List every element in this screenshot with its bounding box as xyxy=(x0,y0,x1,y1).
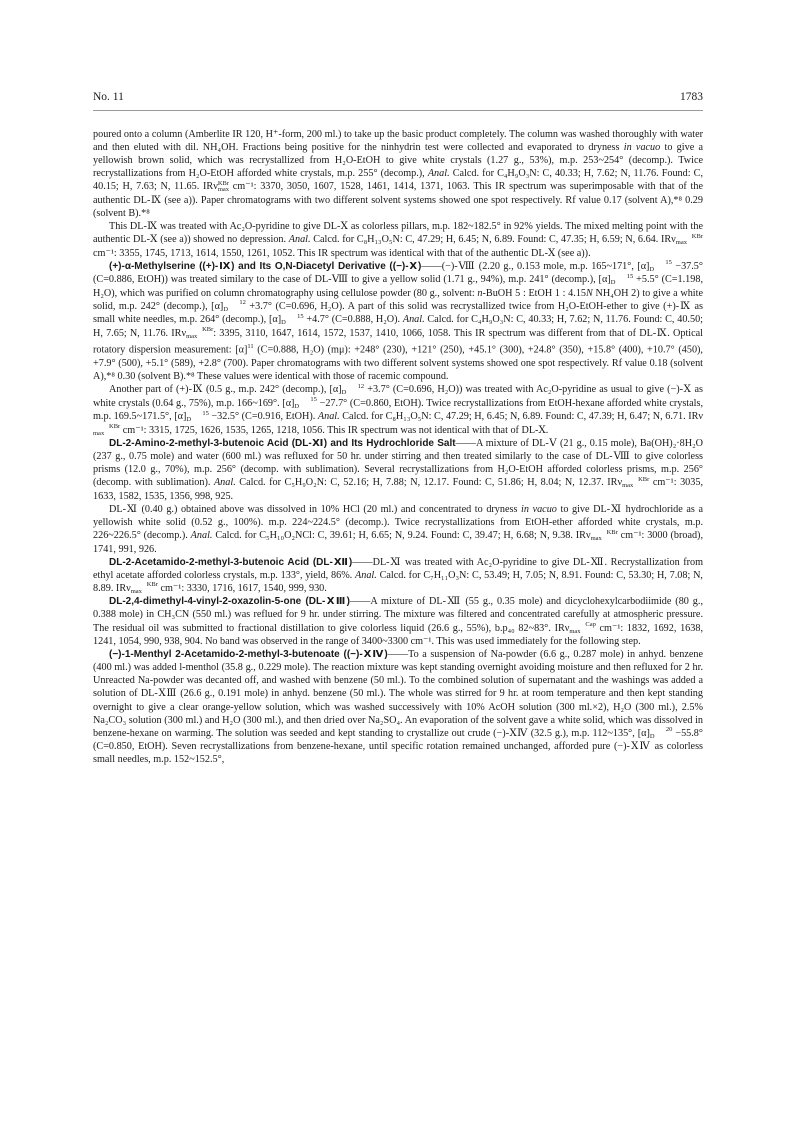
section-heading: DL-2-Acetamido-2-methyl-3-butenoic Acid (DL-Ⅻ) xyxy=(109,556,353,568)
sup-sub-script: 12 D xyxy=(341,382,365,397)
italic-text: Anal. xyxy=(288,234,311,246)
paragraph xyxy=(93,128,703,220)
section-heading: (−)-1-Menthyl 2-Acetamido-2-methyl-3-butenoate ((−)-ⅩⅣ) xyxy=(109,649,388,661)
paragraph xyxy=(93,648,703,766)
italic-text: Anal. xyxy=(317,411,340,423)
text-run: cm⁻¹: 3035, 1633, 1582, 1535, 1356, 998, 925. xyxy=(93,477,703,502)
sup-sub-script: KBr max xyxy=(130,581,158,595)
sup-sub-script: KBr max xyxy=(675,232,703,247)
italic-text: in vacuo xyxy=(623,142,661,154)
text-run: (C=0.888, H₂O) (mμ): +248° (230), +121° (250), +45.1° (300), +24.8° (350), +15.8° (400), +10.7° (450), +7.9° (500), +5.1° (589), +2.8° (700). Paper chromatograms with two different solvent systems showed one spot respectively. Rf value 0.18 (solvent A),*⁸ 0.30 (solvent B).*⁸ These values were identical with those of racemic compound. xyxy=(93,344,703,382)
paragraph xyxy=(93,503,703,556)
article-body xyxy=(93,128,703,766)
sup-sub-script: KBr max xyxy=(93,423,121,437)
text-run: +3.7° (C=0.696, H₂O). A part of this solid was recrystallized twice from H₂O-EtOH-ether to give (+)-Ⅸ as small white needles, m.p. 264° (decomp.), [α] xyxy=(93,300,703,326)
sup-sub-script: KBr max xyxy=(217,179,230,194)
text-run: Calcd. for C₈H₁₃O₅N: C, 47.29; H, 6.45; N, 6.89. Found: C, 47.39; H, 6.47; N, 6.71. IRν xyxy=(339,411,703,423)
paragraph xyxy=(93,437,703,503)
text-run: cm⁻¹: 3370, 3050, 1607, 1528, 1461, 1414, 1371, 1063. This IR spectrum was superimposable with that of the authentic DL-Ⅸ (see a)). Paper chromatograms with two different solvent systems showed one spot respectively. Rf value 0.17 (solvent A),*⁸ 0.29 (solvent B).*⁸ xyxy=(93,181,703,219)
text-run: ——(−)-Ⅷ (2.20 g., 0.153 mole, m.p. 165~171°, [α] xyxy=(421,260,650,272)
italic-text: Anal. xyxy=(402,314,425,326)
sup-sub-script: 15 D xyxy=(281,312,304,327)
text-run: ——A mixture of DL-Ⅻ (55 g., 0.35 mole) and dicyclohexylcarbodiimide (80 g., 0.388 mole) in CH₃CN (550 ml.) was reflued for 9 hr. under stirring. The mixture was filtered and concentrated carefully at atmospheric pressure. The residual oil was submitted to fractional distillation to give colorless liquid (26.6 g., 55%), b.p₄₀ 82~83°. IRν xyxy=(93,596,703,634)
text-run: Calcd. for C₅H₁₀O₂NCl: C, 39.61; H, 6.65; N, 9.24. Found: C, 39.47; H, 6.68; N, 9.38. IRν xyxy=(212,530,591,542)
italic-text: Anal. xyxy=(355,569,377,581)
header-rule xyxy=(93,110,703,111)
text-run: −27.7° (C=0.860, EtOH). Twice recrystallizations from EtOH-hexane afforded white crystals, m.p. 169.5~171.5°, [α] xyxy=(93,397,703,423)
sup-sub-script: 15 D xyxy=(610,272,634,287)
text-run: DL-Ⅺ (0.40 g.) obtained above was dissolved in 10% HCl (20 ml.) and concentrated to dryness xyxy=(109,503,522,515)
text-run: cm⁻¹: 3000 (broad), 1741, 991, 926. xyxy=(93,530,703,555)
paragraph xyxy=(93,556,703,596)
superscript: 11 xyxy=(247,343,254,351)
text-run: NH₄OH 2) to give a white solid, m.p. 242° (decomp.), [α] xyxy=(93,287,703,312)
text-run: Another part of (+)-Ⅸ (0.5 g., m.p. 242° (decomp.), [α] xyxy=(109,384,342,396)
section-heading: (+)-α-Methylserine ((+)-Ⅸ) and Its O,N-Diacetyl Derivative ((−)-Ⅹ) xyxy=(109,260,422,272)
text-run: Calcd. for C₄H₉O₃N: C, 40.33; H, 7.62; N, 11.76. Found: C, 40.15; H, 7.63; N, 11.65. IRν xyxy=(93,168,704,193)
sup-sub-script: 12 D xyxy=(223,299,246,313)
italic-text: N xyxy=(586,287,593,299)
italic-text: in vacuo xyxy=(521,503,557,515)
sup-sub-script: KBr max xyxy=(622,475,650,490)
section-heading: DL-2-Amino-2-methyl-3-butenoic Acid (DL-Ⅺ) and Its Hydrochloride Salt xyxy=(109,438,456,450)
text-run: ——A mixture of DL-Ⅴ (21 g., 0.15 mole), Ba(OH)₂·8H₂O (237 g., 0.75 mole) and water (600 ml.) was refluxed for 50 hr. under stirring and then treated similarly to the case of DL-Ⅷ to give colorless prisms (12.0 g., 70%), m.p. 256° (decomp. with sublimation). Several recrystallizations from H₂O-EtOH afforded colorless prisms, m.p. 256° (decomp. with sublimation). xyxy=(93,438,703,489)
text-run: Calcd. for C₇H₁₁O₃N: C, 53.49; H, 7.05; N, 8.91. Found: C, 53.30; H, 7.08; N, 8.89. IRν xyxy=(93,569,703,594)
text-run: This DL-Ⅸ was treated with Ac₂O-pyridine to give DL-Ⅹ as colorless pillars, m.p. 182~182.5° in 92% yields. The mixed melting point with the authentic DL-Ⅹ (see a)) showed no depression. xyxy=(93,221,703,246)
text-run: : 3395, 3110, 1647, 1614, 1572, 1537, 1410, 1066, 1058. This IR spectrum was different from that of DL-Ⅸ. Optical rotatory dispersion measurement: [α] xyxy=(93,327,703,356)
text-run: cm⁻¹: 3315, 1725, 1626, 1535, 1265, 1218, 1056. This IR spectrum was not identical with that of DL-Ⅹ. xyxy=(120,424,549,436)
text-run: poured onto a column (Amberlite IR 120, H⁺-form, 200 ml.) to take up the basic product completely. The column was washed thoroughly with water and then eluted with dil. NH₄OH. Fractions being positive for the ninhydrin test were collected and evaporated to dryness xyxy=(93,129,703,154)
journal-issue: No. 11 xyxy=(93,91,124,103)
text-run: −37.5° (C=0.886, EtOH)) was treated similary to the case of DL-Ⅷ to give a yellow solid (1.71 g., 94%), m.p. 241° (decomp.), [α] xyxy=(93,260,703,286)
text-run: cm⁻¹: 3330, 1716, 1617, 1540, 999, 930. xyxy=(157,582,327,594)
sup-sub-script: 15 D xyxy=(186,409,209,424)
sup-sub-script: KBr max xyxy=(590,528,618,543)
text-run: +5.5° (C=1.198, H₂O), which was purified on column chromatography using cellulose powder (80 g., solvent: xyxy=(93,274,703,299)
sup-sub-script: KBr max xyxy=(186,326,214,340)
text-run: ——DL-Ⅺ was treated with Ac₂O-pyridine to give DL-Ⅻ. Recrystallization from ethyl acetate afforded colorless crystals, m.p. 133°, yield, 86%. xyxy=(93,556,704,581)
text-run: +4.7° (C=0.888, H₂O). xyxy=(303,314,403,326)
sup-sub-script: Cap max xyxy=(569,621,596,635)
text-run: -BuOH 5 : EtOH 1 : 4.15 xyxy=(482,287,587,299)
italic-text: Anal. xyxy=(190,530,213,542)
text-run: −32.5° (C=0.916, EtOH). xyxy=(208,411,318,423)
text-run: to give a yellowish brown solid, which was recrystallized from H₂O-EtOH to give white crystals (1.27 g., 53%), m.p. 253~254° (decomp.). Twice recrystallizations from H₂O-EtOH afforded white crystals, m.p. 255° (decomp.), xyxy=(93,142,703,180)
section-heading: DL-2,4-dimethyl-4-vinyl-2-oxazolin-5-one (DL-ⅩⅢ) xyxy=(109,596,350,608)
text-run: Calcd. for C₅H₉O₂N: C, 52.16; H, 7.88; N, 12.17. Found: C, 51.86; H, 8.04; N, 12.37. IRν xyxy=(235,477,623,489)
sup-sub-script: 15 D xyxy=(649,259,672,273)
text-run: Calcd. for C₈H₁₃O₅N: C, 47.29; H, 6.45; N, 6.89. Found: C, 47.35; H, 6.59; N, 6.64. IRν xyxy=(310,234,676,246)
text-run: −55.8° (C=0.850, EtOH). Seven recrystallizations from benzene-hexane, until specific rotation remained unchanged, afforded pure (−)-ⅩⅣ as colorless small needles, m.p. 152~152.5°, xyxy=(93,727,703,766)
paragraph xyxy=(93,595,703,648)
text-run: cm⁻¹: 3355, 1745, 1713, 1614, 1550, 1261, 1052. This IR spectrum was identical with that of the authentic DL-Ⅹ (see a)). xyxy=(93,247,591,259)
sup-sub-script: 20 D xyxy=(649,726,673,740)
paragraph xyxy=(93,260,703,383)
text-run: ——To a suspension of Na-powder (6.6 g., 0.287 mole) in anhyd. benzene (400 ml.) was added l-menthol (35.8 g., 0.229 mole). The reaction mixture was kept standing overnight avoiding moisture and then refluxed for 2 hr. Unreacted Na-powder was decanted off, and washed with benzene (50 ml.). To the combined solution of supernatant and the washings was added a solution of DL-ⅩⅢ (26.6 g., 0.191 mole) in anhyd. benzene (50 ml.). The whole was stirred for 9 hr. at room temperature and then kept standing overnight to give a clear orange-yellow solution, which was washed successively with 10% AcOH solution (300 ml.×2), H₂O (300 ml.), 2.5% Na₂CO₃ solution (300 ml.) and H₂O (300 ml.), and then dried over Na₂SO₄. An evaporation of the solvent gave a white solid, which was dissolved in benzene-hexane on warming. The solution was seeded and kept standing to crystallize out crude (−)-ⅩⅣ (32.5 g.), m.p. 112~135°, [α] xyxy=(93,649,703,739)
text-run: to give DL-Ⅺ hydrochloride as a yellowish white solid (0.52 g., 100%). m.p. 224~224.5° (decomp.). Twice recrystallizations from EtOH-ether afforded white crystals, m.p. 226~226.5° (decomp.). xyxy=(93,503,703,542)
text-run: +3.7° (C=0.696, H₂O)) was treated with Ac₂O-pyridine as usual to give (−)-Ⅹ as white crystals (0.64 g., 75%), m.p. 166~169°. [α] xyxy=(93,384,704,409)
paragraph xyxy=(93,220,703,260)
sup-sub-script: 15 D xyxy=(294,396,317,410)
italic-text: n xyxy=(477,287,483,299)
italic-text: Anal. xyxy=(213,477,236,489)
text-run: Calcd. for C₄H₉O₃N: C, 40.33; H, 7.62; N, 11.76. Found: C, 40.50; H, 7.65; N, 11.76. IRν xyxy=(93,314,703,339)
italic-text: Anal. xyxy=(427,168,450,180)
paragraph xyxy=(93,383,703,437)
page-number: 1783 xyxy=(680,91,703,103)
text-run: cm⁻¹: 1832, 1692, 1638, 1241, 1054, 990, 938, 904. No band was observed in the range of 3400~3300 cm⁻¹. This was used immediately for the following step. xyxy=(93,622,703,648)
